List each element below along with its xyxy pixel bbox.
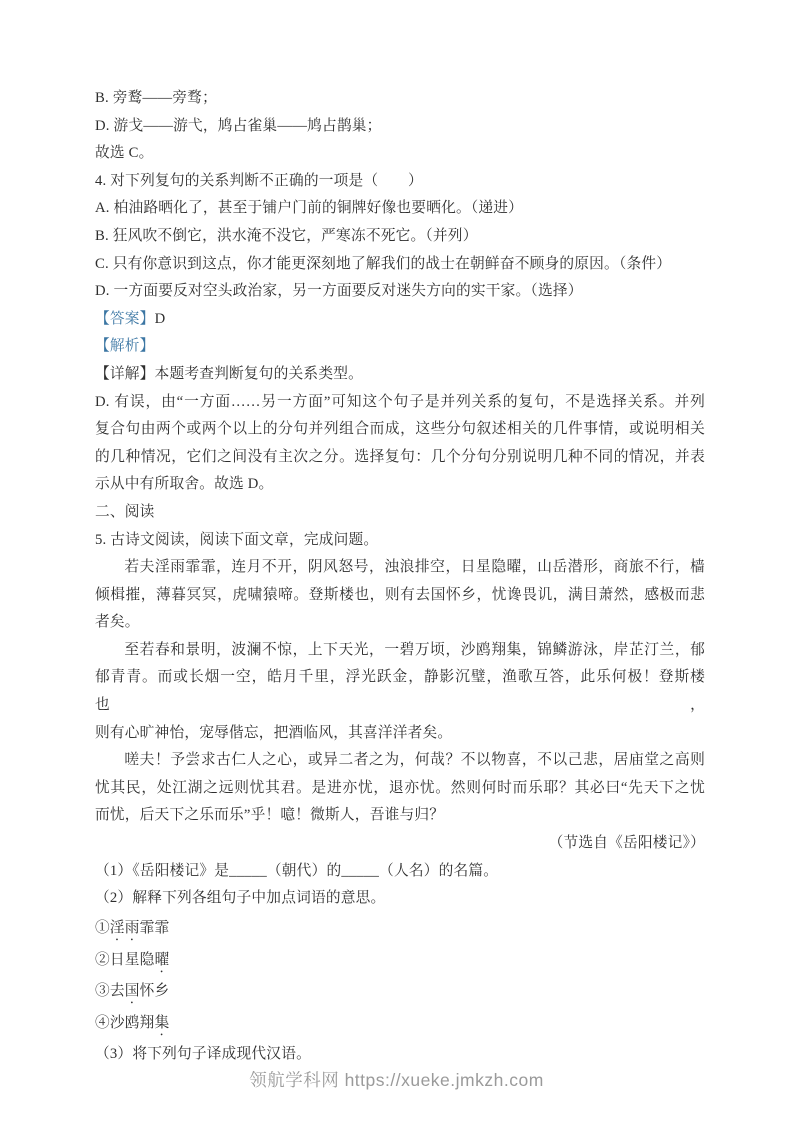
detail-explain-body: 复合句由两个或两个以上的分句并列组合而成，这些分句叙述相关的几件事情，或说明相关 bbox=[95, 421, 705, 438]
sub-question-1: （1）《岳阳楼记》是_____（朝代）的_____（人名）的名篇。 bbox=[95, 862, 499, 879]
word-item-1 bbox=[95, 915, 705, 944]
passage-paragraph-3: 忧其民，处江湖之远则忧其君。是进亦忧，退亦忧。然则何时而乐耶？其必曰“先天下之忧 bbox=[95, 779, 705, 796]
passage-paragraph-1: 者矣。 bbox=[95, 614, 140, 631]
sub-question-2: （2）解释下列各组句子中加点词语的意思。 bbox=[95, 890, 386, 907]
exam-page-body bbox=[95, 85, 705, 1069]
detail-explain-intro: 【详解】本题考查判断复句的关系类型。 bbox=[95, 365, 363, 382]
passage-paragraph-2: 郁青青。而或长烟一空，皓月千里，浮光跃金，静影沉璧，渔歌互答，此乐何极！登斯楼也， bbox=[95, 669, 705, 714]
correction-option-d: D. 游戈——游弋，鸠占雀巢——鸠占鹊巢； bbox=[95, 117, 382, 134]
question-4-stem: 4. 对下列复句的关系判断不正确的一项是（ ） bbox=[95, 172, 423, 189]
analysis-label bbox=[95, 333, 705, 361]
text-segment: 霏霏 bbox=[139, 920, 170, 937]
passage-paragraph-1: 倾楫摧，薄暮冥冥，虎啸猿啼。登斯楼也，则有去国怀乡，忧谗畏讥，满目萧然，感极而悲 bbox=[95, 586, 705, 603]
question-4-option-c: C. 只有你意识到这点，你才能更深刻地了解我们的战士在朝鲜奋不顾身的原因。（条件） bbox=[95, 255, 672, 272]
word-item-2 bbox=[95, 947, 705, 976]
passage-paragraph-3: 而忧，后天下之乐而乐”乎！噫！微斯人，吾谁与归？ bbox=[95, 807, 445, 824]
text-segment: 去 bbox=[109, 983, 125, 1000]
detail-explain-body: D. 有误，由“一方面……另一方面”可知这个句子是并列关系的复句，不是选择关系。并列 bbox=[95, 393, 705, 410]
question-4-option-d: D. 一方面要反对空头政治家，另一方面要反对迷失方向的实干家。（选择） bbox=[95, 283, 583, 300]
question-4-option-b: B. 狂风吹不倒它，洪水淹不没它，严寒冻不死它。（并列） bbox=[95, 227, 478, 244]
passage-paragraph-1: 若夫淫雨霏霏，连月不开，阴风怒号，浊浪排空，日星隐曜，山岳潜形，商旅不行，樯 bbox=[124, 559, 705, 576]
site-watermark: 领航学科网 https://xueke.jmkzh.com bbox=[249, 1070, 544, 1090]
passage-paragraph-2: 至若春和景明，波澜不惊，上下天光，一碧万顷，沙鸥翔集，锦鳞游泳，岸芷汀兰，郁 bbox=[124, 641, 705, 658]
text-segment: 沙鸥翔 bbox=[109, 1014, 155, 1031]
text-segment: ④ bbox=[95, 1014, 110, 1031]
emphasized-word: 国 bbox=[124, 983, 140, 1000]
passage-paragraph-3: 嗟夫！予尝求古仁人之心，或异二者之为，何哉？不以物喜，不以己悲，居庙堂之高则 bbox=[124, 752, 705, 769]
emphasized-word: 曜 bbox=[154, 951, 170, 968]
text-segment: ③ bbox=[95, 983, 110, 1000]
conclusion-q3: 故选 C。 bbox=[95, 145, 154, 162]
correction-option-b: B. 旁鹜——旁骛； bbox=[95, 90, 217, 106]
text-segment: ② bbox=[95, 951, 110, 968]
text-segment: 日星隐 bbox=[109, 951, 155, 968]
emphasized-word: 集 bbox=[154, 1014, 170, 1031]
text-segment: ① bbox=[95, 920, 110, 937]
section-heading-reading: 二、阅读 bbox=[95, 503, 155, 520]
word-item-4 bbox=[95, 1010, 705, 1039]
question-5-stem: 5. 古诗文阅读，阅读下面文章，完成问题。 bbox=[95, 531, 379, 548]
detail-explain-body: 的几种情况，它们之间没有主次之分。选择复句：几个分句分别说明几种不同的情况，并表 bbox=[95, 448, 705, 465]
text-segment: 怀乡 bbox=[139, 983, 170, 1000]
passage-paragraph-2: 则有心旷神怡，宠辱偕忘，把酒临风，其喜洋洋者矣。 bbox=[95, 724, 453, 741]
detail-explain-body: 示从中有所取舍。故选 D。 bbox=[95, 476, 274, 493]
question-4-option-a: A. 柏油路晒化了，甚至于铺户门前的铜牌好像也要晒化。（递进） bbox=[95, 200, 524, 217]
word-item-3 bbox=[95, 978, 705, 1007]
passage-source: （节选自《岳阳楼记》） bbox=[548, 835, 705, 852]
text-segment: D bbox=[154, 310, 166, 327]
answer-key-label: 【答案】 bbox=[95, 310, 155, 327]
answer-line bbox=[95, 306, 705, 334]
answer-key-label: 【解析】 bbox=[95, 338, 155, 355]
sub-question-3: （3）将下列句子译成现代汉语。 bbox=[95, 1046, 311, 1063]
emphasized-word: 淫雨 bbox=[109, 920, 140, 937]
